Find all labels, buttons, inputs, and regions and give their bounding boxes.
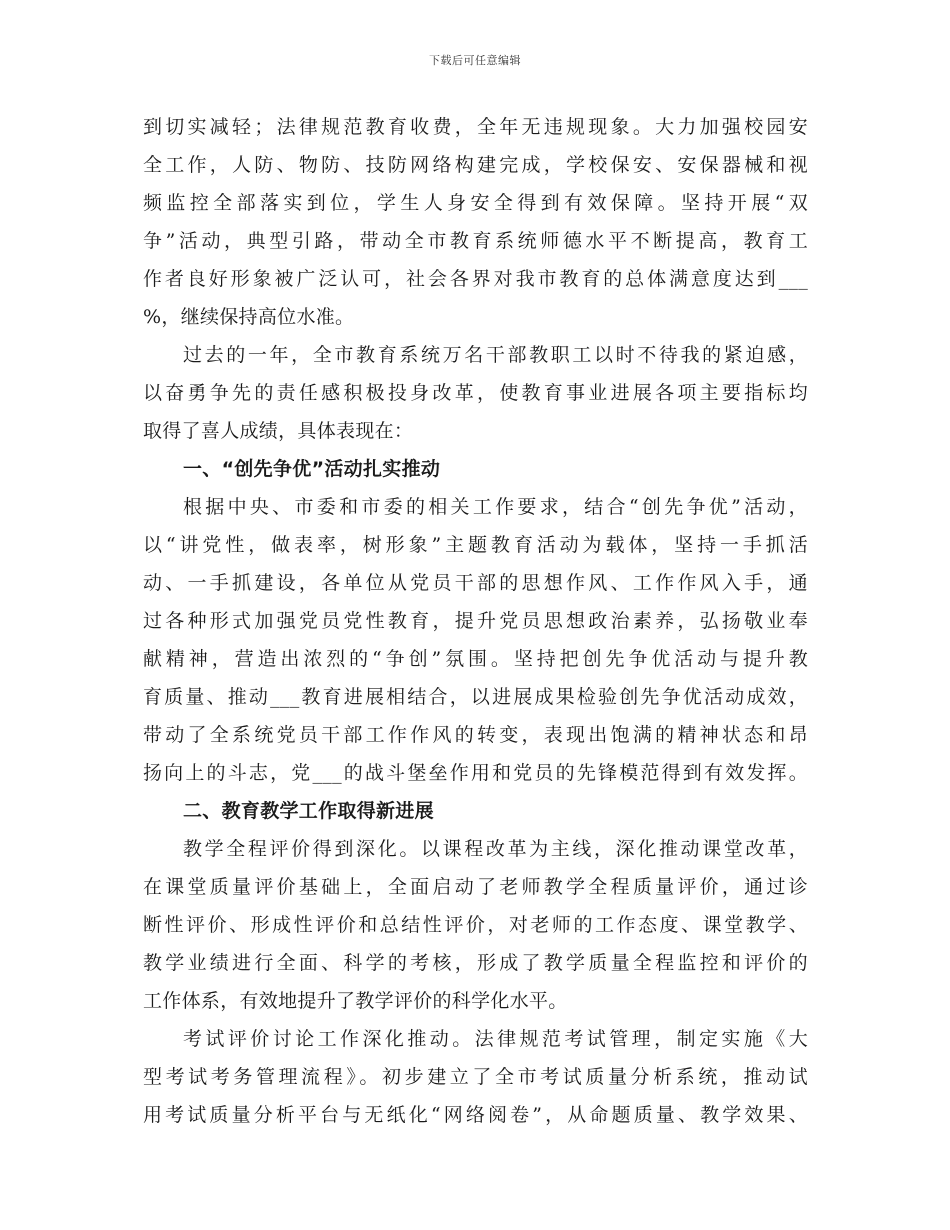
text-line: 用考试质量分析平台与无纸化“网络阅卷”，从命题质量、教学效果、 <box>143 1104 808 1126</box>
text-line: 工作体系，有效地提升了教学评价的科学化水平。 <box>143 990 568 1012</box>
paragraph <box>143 336 808 450</box>
text-line: 考试评价讨论工作深化推动。法律规范考试管理，制定实施《大 <box>183 1028 808 1050</box>
text-line: 取得了喜人成绩，具体表现在： <box>143 420 414 442</box>
text-line: 根据中央、市委和市委的相关工作要求，结合“创先争优”活动， <box>183 496 808 518</box>
text-line: 献精神，营造出浓烈的“争创”氛围。坚持把创先争优活动与提升教 <box>143 648 808 670</box>
heading-text: 一、“创先争优”活动扎实推动 <box>183 458 441 480</box>
text-line: 到切实减轻；法律规范教育收费，全年无违规现象。大力加强校园安 <box>143 116 808 138</box>
paragraph <box>143 108 808 336</box>
text-line: 以“讲党性，做表率，树形象”主题教育活动为载体，坚持一手抓活 <box>143 534 808 556</box>
section-heading <box>143 450 808 488</box>
text-line: 在课堂质量评价基础上，全面启动了老师教学全程质量评价，通过诊 <box>143 876 808 898</box>
page-header: 下载后可任意编辑 <box>429 54 521 67</box>
text-line: 教学全程评价得到深化。以课程改革为主线，深化推动课堂改革， <box>183 838 808 860</box>
text-line: 以奋勇争先的责任感积极投身改革，使教育事业进展各项主要指标均 <box>143 382 808 404</box>
text-line: 型考试考务管理流程》。初步建立了全市考试质量分析系统，推动试 <box>143 1066 808 1088</box>
paragraph <box>143 830 808 1020</box>
paragraph <box>143 488 808 792</box>
text-line: 过去的一年，全市教育系统万名干部教职工以时不待我的紧迫感， <box>183 344 808 366</box>
text-line: 过各种形式加强党员党性教育，提升党员思想政治素养，弘扬敬业奉 <box>143 610 808 632</box>
text-line: 动、一手抓建设，各单位从党员干部的思想作风、工作作风入手，通 <box>143 572 808 594</box>
text-line: 全工作，人防、物防、技防网络构建完成，学校保安、安保器械和视 <box>143 154 808 176</box>
document-body <box>143 108 808 1134</box>
text-line: %，继续保持高位水准。 <box>143 306 355 328</box>
text-line: 频监控全部落实到位，学生人身安全得到有效保障。坚持开展“双 <box>143 192 808 214</box>
text-line: 断性评价、形成性评价和总结性评价，对老师的工作态度、课堂教学、 <box>143 914 808 936</box>
heading-text: 二、教育教学工作取得新进展 <box>183 800 434 822</box>
text-line: 作者良好形象被广泛认可，社会各界对我市教育的总体满意度达到___ <box>143 268 808 290</box>
section-heading <box>143 792 808 830</box>
paragraph <box>143 1020 808 1134</box>
text-line: 扬向上的斗志，党___的战斗堡垒作用和党员的先锋模范得到有效发挥。 <box>143 762 808 784</box>
text-line: 争”活动，典型引路，带动全市教育系统师德水平不断提高，教育工 <box>143 230 808 252</box>
text-line: 教学业绩进行全面、科学的考核，形成了教学质量全程监控和评价的 <box>143 952 808 974</box>
text-line: 带动了全系统党员干部工作作风的转变，表现出饱满的精神状态和昂 <box>143 724 808 746</box>
text-line: 育质量、推动___教育进展相结合，以进展成果检验创先争优活动成效， <box>143 686 808 708</box>
